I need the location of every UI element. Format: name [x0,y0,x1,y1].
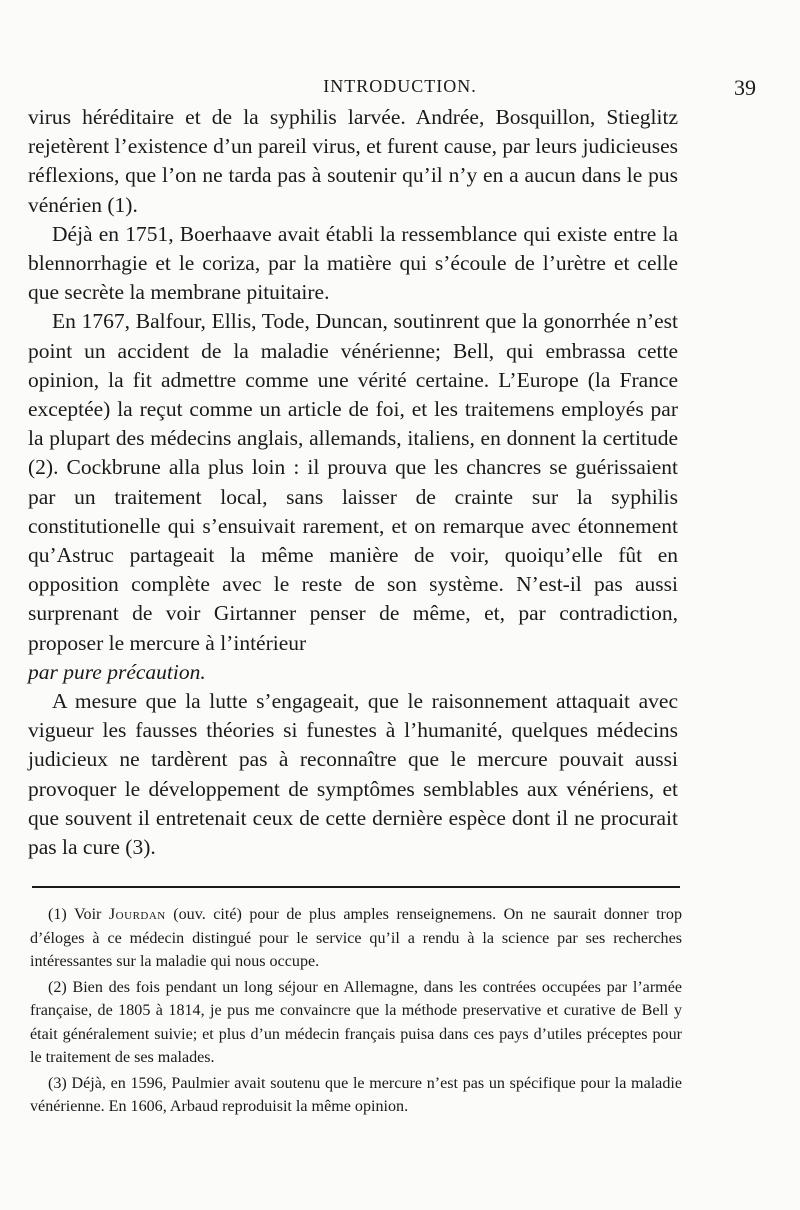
page-header [30,72,770,102]
main-text [28,103,678,862]
footnote-2: (2) Bien des fois pendant un long séjour en Allemagne, dans les contrées occupées par l’armée française, de 1805 à 1814, je pus me convaincre que la méthode preservative et curative de Bell y était généralement suivie; et plus d’un médecin français puisa dans ces pays d’utiles préceptes pour le traitement de ses malades. [30,978,682,1066]
footnote-1-text: (ouv. cité) pour de plus amples renseignemens. On ne saurait donner trop d’éloges à ce médecin distingué pour le service qu’il a rendu à la science par ses recherches intéressantes sur la maladie qui nous occupe. [30,906,682,970]
paragraph: En 1767, Balfour, Ellis, Tode, Duncan, soutinrent que la gonorrhée n’est point un accident de la maladie vénérienne; Bell, qui embrassa cette opinion, la fit admettre comme une vérité certaine. L’Europe (la France exceptée) la reçut comme un article de foi, et les traitemens employés par la plupart des médecins anglais, allemands, italiens, en donnent la certitude (2). Cockbrune alla plus loin : il prouva que les chancres se guérissaient par un traitement local, sans laisser de crainte sur la syphilis constitutionelle qui s’ensuivait rarement, et on remarque avec étonnement qu’Astruc partageait la même manière de voir, quoiqu’elle fût en opposition complète avec le reste de son système. N’est-il pas aussi surprenant de voir Girtanner penser de même, et, par contradiction, proposer le mercure à l’intérieur [28,309,678,655]
paragraph: A mesure que la lutte s’engageait, que le raisonnement attaquait avec vigueur les fausses théories si funestes à l’humanité, quelques médecins judicieux ne tardèrent pas à reconnaître que le mercure pouvait aussi provoquer le développement de symptômes semblables aux vénériens, et que souvent il entretenait ceux de cette dernière espèce dont il ne procurait pas la cure (3). [28,689,678,860]
footnote-1 [30,903,682,974]
paragraph: Déjà en 1751, Boerhaave avait établi la ressemblance qui existe entre la blennorrhagie et le coriza, par la matière qui s’écoule de l’urètre et celle que secrète la membrane pituitaire. [28,221,678,305]
footnote-1-author: Jourdan [108,906,166,923]
running-title: INTRODUCTION. [323,76,477,96]
footnote-1-prefix: (1) Voir [48,906,102,923]
paragraph-italic-line: par pure précaution. [28,659,206,684]
paragraph: virus héréditaire et de la syphilis larvée. Andrée, Bosquillon, Stieglitz rejetèrent l’existence d’un pareil virus, et furent cause, par leurs judicieuses réflexions, que l’on ne tarda pas à soutenir qu’il n’y en a aucun dans le pus vénérien (1). [28,105,678,217]
page-number: 39 [734,75,756,100]
footnote-3: (3) Déjà, en 1596, Paulmier avait soutenu que le mercure n’est pas un spécifique pour la maladie vénérienne. En 1606, Arbaud reproduisit la même opinion. [30,1074,682,1115]
footnote-separator-rule [32,886,680,888]
footnotes [30,903,682,1121]
